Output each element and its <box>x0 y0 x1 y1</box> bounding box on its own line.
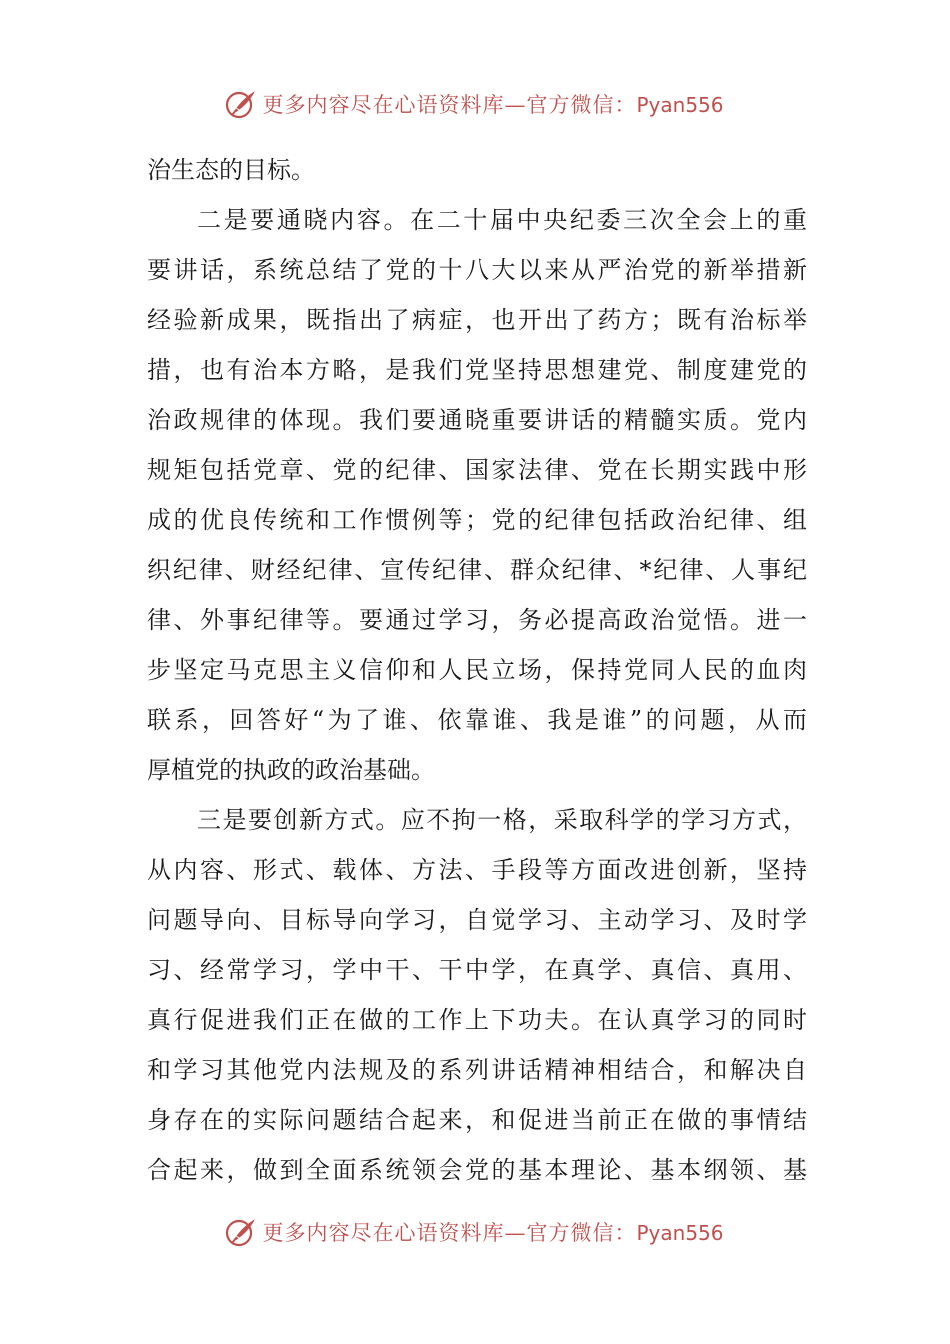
footer-wechat-id: Pyan556 <box>636 1221 724 1245</box>
document-body <box>147 145 807 1195</box>
body-line: 律、外事纪律等。要通过学习，务必提高政治觉悟。进一 <box>147 606 807 634</box>
body-line: 治政规律的体现。我们要通晓重要讲话的精髓实质。党内 <box>147 406 807 434</box>
header-banner <box>0 84 950 124</box>
body-line: 身存在的实际问题结合起来，和促进当前正在做的事情结 <box>147 1106 807 1134</box>
footer-banner-text: 更多内容尽在心语资料库—官方微信：Pyan556 <box>262 1221 724 1245</box>
header-banner-text: 更多内容尽在心语资料库—官方微信：Pyan556 <box>262 93 724 117</box>
footer-banner <box>0 1212 950 1252</box>
body-line: 厚植党的执政的政治基础。 <box>147 756 435 784</box>
body-line: 步坚定马克思主义信仰和人民立场，保持党同人民的血肉 <box>147 656 807 684</box>
quill-pen-logo-icon <box>224 1215 258 1249</box>
body-line: 要讲话，系统总结了党的十八大以来从严治党的新举措新 <box>147 256 807 284</box>
body-line: 真行促进我们正在做的工作上下功夫。在认真学习的同时 <box>147 1006 807 1034</box>
body-line: 成的优良传统和工作惯例等；党的纪律包括政治纪律、组 <box>147 506 807 534</box>
body-line: 经验新成果，既指出了病症，也开出了药方；既有治标举 <box>147 306 807 334</box>
body-line: 从内容、形式、载体、方法、手段等方面改进创新，坚持 <box>147 856 807 884</box>
body-line: 织纪律、财经纪律、宣传纪律、群众纪律、*纪律、人事纪 <box>147 556 807 584</box>
body-line: 习、经常学习，学中干、干中学，在真学、真信、真用、 <box>147 956 807 984</box>
body-line: 治生态的目标。 <box>147 156 315 184</box>
body-line: 措，也有治本方略，是我们党坚持思想建党、制度建党的 <box>147 356 807 384</box>
body-line: 和学习其他党内法规及的系列讲话精神相结合，和解决自 <box>147 1056 807 1084</box>
header-wechat-id: Pyan556 <box>636 93 724 117</box>
body-line: 规矩包括党章、党的纪律、国家法律、党在长期实践中形 <box>147 456 807 484</box>
quill-pen-logo-icon <box>224 87 258 121</box>
body-line: 三是要创新方式。应不拘一格，采取科学的学习方式， <box>197 806 807 834</box>
body-line: 联系，回答好“为了谁、依靠谁、我是谁”的问题，从而 <box>147 706 807 734</box>
body-line: 合起来，做到全面系统领会党的基本理论、基本纲领、基 <box>147 1156 807 1184</box>
body-line: 问题导向、目标导向学习，自觉学习、主动学习、及时学 <box>147 906 807 934</box>
body-line: 二是要通晓内容。在二十届中央纪委三次全会上的重 <box>197 206 807 234</box>
